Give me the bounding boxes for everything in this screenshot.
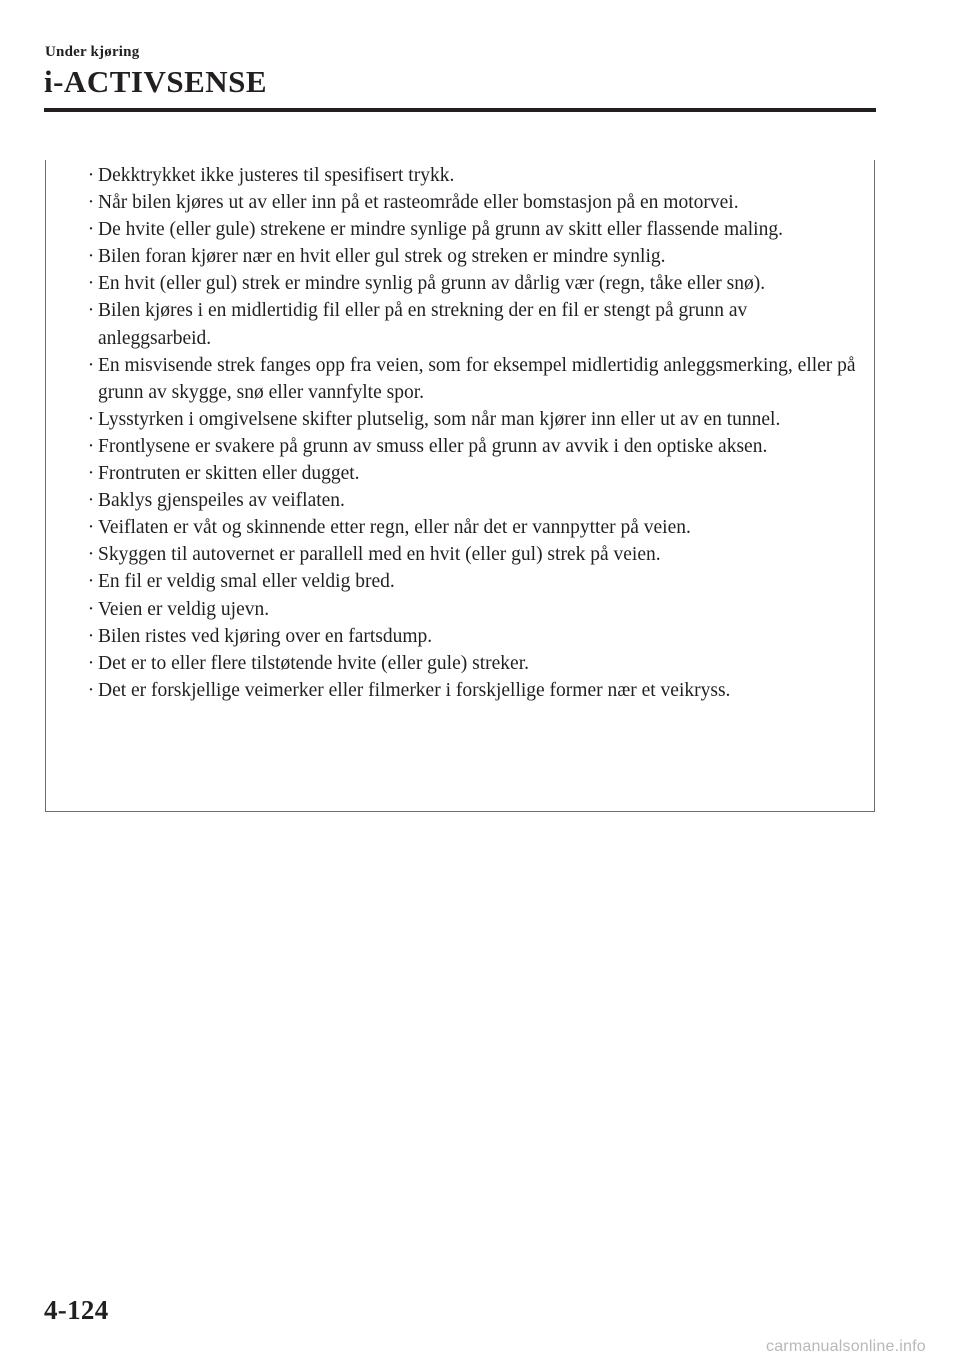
header-rule xyxy=(44,108,876,112)
bullet-dot: · xyxy=(87,652,95,674)
list-item-text: En fil er veldig smal eller veldig bred. xyxy=(98,571,395,593)
list-item-text: De hvite (eller gule) strekene er mindre synlige på grunn av skitt eller flassende maling. xyxy=(98,219,783,241)
bullet-dot: · xyxy=(87,435,95,457)
list-item-text: Når bilen kjøres ut av eller inn på et rasteområde eller bomstasjon på en motorvei. xyxy=(98,192,739,214)
list-item xyxy=(87,460,874,487)
list-item-text: Veiflaten er våt og skinnende etter regn, eller når det er vannpytter på veien. xyxy=(98,517,691,539)
bullet-dot: · xyxy=(87,625,95,647)
bullet-dot: · xyxy=(87,463,95,485)
list-item xyxy=(87,541,874,568)
list-item xyxy=(87,406,874,433)
list-item xyxy=(87,189,874,216)
list-item xyxy=(87,677,874,704)
list-item-text: Det er forskjellige veimerker eller filmerker i forskjellige former nær et veikryss. xyxy=(98,679,731,701)
condition-list xyxy=(46,162,874,704)
list-item-text: Bilen foran kjører nær en hvit eller gul strek og streken er mindre synlig. xyxy=(98,246,666,268)
list-item-text: En hvit (eller gul) strek er mindre synlig på grunn av dårlig vær (regn, tåke eller snø). xyxy=(98,273,766,295)
list-item xyxy=(87,623,874,650)
bullet-dot: · xyxy=(87,300,95,322)
page-number: 4-124 xyxy=(44,1295,109,1325)
list-item xyxy=(87,568,874,595)
bullet-dot: · xyxy=(87,192,95,214)
list-item xyxy=(87,270,874,297)
list-item xyxy=(87,216,874,243)
list-item xyxy=(87,650,874,677)
chapter-title: i-ACTIVSENSE xyxy=(44,64,268,99)
bullet-dot: · xyxy=(87,408,95,430)
list-item xyxy=(87,297,874,351)
condition-list-box xyxy=(45,160,875,812)
list-item-text: Frontruten er skitten eller dugget. xyxy=(98,463,360,485)
list-item xyxy=(87,162,874,189)
list-item-text: Bilen ristes ved kjøring over en fartsdump. xyxy=(98,625,433,647)
list-item xyxy=(87,487,874,514)
list-item xyxy=(87,514,874,541)
list-item-text: Frontlysene er svakere på grunn av smuss eller på grunn av avvik i den optiske aksen. xyxy=(98,435,768,457)
list-item xyxy=(87,433,874,460)
bullet-dot: · xyxy=(87,219,95,241)
list-item-text: Dekktrykket ikke justeres til spesifisert trykk. xyxy=(98,165,455,186)
bullet-dot: · xyxy=(87,517,95,539)
bullet-dot: · xyxy=(87,571,95,593)
bullet-dot: · xyxy=(87,679,95,701)
bullet-dot: · xyxy=(87,273,95,295)
watermark: carmanualsonline.info xyxy=(766,1338,926,1355)
list-item-text: Baklys gjenspeiles av veiflaten. xyxy=(98,490,345,512)
list-item xyxy=(87,596,874,623)
list-item xyxy=(87,352,874,406)
bullet-dot: · xyxy=(87,490,95,512)
list-item-text: Skyggen til autovernet er parallell med en hvit (eller gul) strek på veien. xyxy=(98,544,661,566)
section-label: Under kjøring xyxy=(45,44,140,60)
bullet-dot: · xyxy=(87,544,95,566)
list-item-text: Lysstyrken i omgivelsene skifter plutselig, som når man kjører inn eller ut av en tunnel. xyxy=(98,408,781,430)
list-item-text: Veien er veldig ujevn. xyxy=(98,598,270,620)
bullet-dot: · xyxy=(87,165,95,186)
list-item-text: Det er to eller flere tilstøtende hvite (eller gule) streker. xyxy=(98,652,529,674)
bullet-dot: · xyxy=(87,246,95,268)
bullet-dot: · xyxy=(87,598,95,620)
list-item-text: En misvisende strek fanges opp fra veien, som for eksempel midlertidig anleggsmerking, eller på grunn av skygge, snø eller vannfylte spor. xyxy=(98,354,856,403)
list-item-text: Bilen kjøres i en midlertidig fil eller på en strekning der en fil er stengt på grunn av anleggsarbeid. xyxy=(98,300,748,349)
list-item xyxy=(87,243,874,270)
bullet-dot: · xyxy=(87,354,95,376)
